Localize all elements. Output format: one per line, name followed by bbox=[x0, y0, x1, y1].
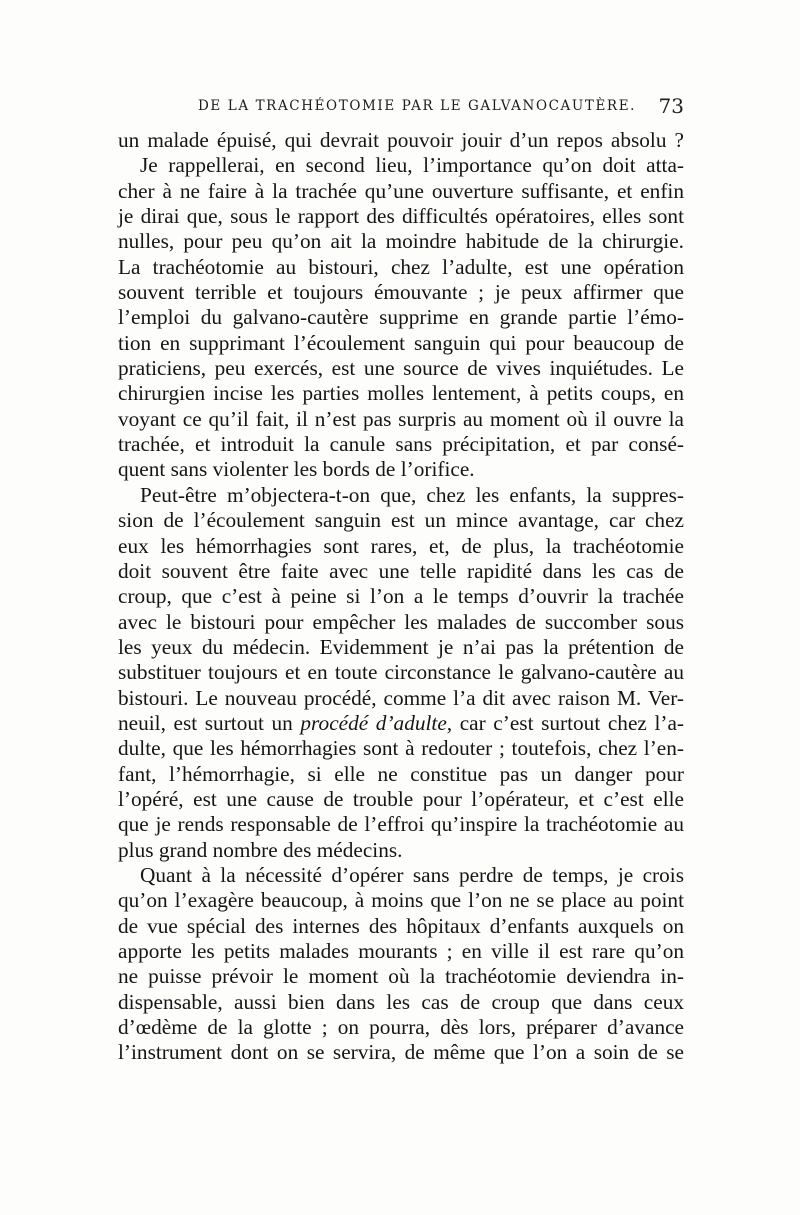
text-line: apporte les petits malades mourants ; en ville il est rare qu’on bbox=[118, 939, 684, 963]
paragraph-first-line: Je rappellerai, en second lieu, l’importance qu’on doit atta- bbox=[140, 153, 684, 178]
body-text bbox=[118, 128, 684, 1066]
text-line: de vue spécial des internes des hôpitaux d’enfants auxquels on bbox=[118, 913, 684, 938]
text-line: souvent terrible et toujours émouvante ; je peux affirmer que bbox=[118, 280, 684, 305]
text-line: voyant ce qu’il fait, il n’est pas surpris au moment où il ouvre la bbox=[118, 406, 684, 431]
text-line: d’œdème de la glotte ; on pourra, dès lors, préparer d’avance bbox=[118, 1015, 684, 1040]
italic-phrase: procédé d’adulte, bbox=[300, 710, 453, 735]
text-line-with-italic bbox=[118, 711, 684, 736]
text-line: trachée, et introduit la canule sans précipitation, et par consé- bbox=[118, 432, 684, 457]
text-line: croup, que c’est à peine si l’on a le temps d’ouvrir la trachée bbox=[118, 584, 684, 609]
text-line: dispensable, aussi bien dans les cas de croup que dans ceux bbox=[118, 989, 684, 1014]
text-line: l’emploi du galvano-cautère supprime en grande partie l’émo- bbox=[118, 305, 684, 330]
text-line: je dirai que, sous le rapport des difficultés opératoires, elles sont bbox=[118, 204, 684, 229]
paragraph-first-line: Quant à la nécessité d’opérer sans perdre de temps, je crois bbox=[140, 862, 684, 887]
running-title: DE LA TRACHÉOTOMIE PAR LE GALVANOCAUTÈRE. bbox=[198, 98, 637, 114]
text-line: l’opéré, est une cause de trouble pour l’opérateur, et c’est elle bbox=[118, 786, 684, 811]
line-text-before: neuil, est surtout un bbox=[118, 710, 301, 735]
text-line: que je rends responsable de l’effroi qu’inspire la trachéotomie au bbox=[118, 812, 684, 837]
paragraph-last-line: plus grand nombre des médecins. bbox=[118, 837, 403, 862]
text-line: ne puisse prévoir le moment où la trachéotomie deviendra in- bbox=[118, 964, 684, 989]
text-line: La trachéotomie au bistouri, chez l’adulte, est une opération bbox=[118, 254, 684, 279]
text-line: qu’on l’exagère beaucoup, à moins que l’on ne se place au point bbox=[118, 888, 684, 913]
text-line: chirurgien incise les parties molles lentement, à petits coups, en bbox=[118, 381, 684, 406]
text-line: substituer toujours et en toute circonstance le galvano-cautère au bbox=[118, 660, 684, 685]
text-line: sion de l’écoulement sanguin est un mince avantage, car chez bbox=[118, 508, 684, 533]
text-line: nulles, pour peu qu’on ait la moindre habitude de la chirurgie. bbox=[118, 229, 684, 254]
text-line: l’instrument dont on se servira, de même que l’on a soin de se bbox=[118, 1040, 684, 1065]
text-line: dulte, que les hémorrhagies sont à redouter ; toutefois, chez l’en- bbox=[118, 736, 684, 761]
text-line: fant, l’hémorrhagie, si elle ne constitue pas un danger pour bbox=[118, 761, 684, 786]
text-line: avec le bistouri pour empêcher les malades de succomber sous bbox=[118, 609, 684, 634]
text-line: un malade épuisé, qui devrait pouvoir jouir d’un repos absolu ? bbox=[118, 128, 684, 152]
text-line: eux les hémorrhagies sont rares, et, de plus, la trachéotomie bbox=[118, 533, 684, 558]
text-line: les yeux du médecin. Evidemment je n’ai pas la prétention de bbox=[118, 634, 684, 659]
paragraph-last-line: quent sans violenter les bords de l’orifice. bbox=[118, 457, 475, 482]
running-head bbox=[118, 94, 684, 118]
text-line: cher à ne faire à la trachée qu’une ouverture suffisante, et enfin bbox=[118, 178, 684, 203]
page-number: 73 bbox=[658, 94, 684, 118]
line-text-after: car c’est surtout chez l’a- bbox=[452, 710, 685, 735]
text-line: bistouri. Le nouveau procédé, comme l’a dit avec raison M. Ver- bbox=[118, 685, 684, 710]
text-line: doit souvent être faite avec une telle rapidité dans les cas de bbox=[118, 558, 684, 583]
text-line: tion en supprimant l’écoulement sanguin qui pour beaucoup de bbox=[118, 330, 684, 355]
paragraph-first-line: Peut-être m’objectera-t-on que, chez les enfants, la suppres- bbox=[140, 482, 684, 507]
text-line: praticiens, peu exercés, est une source de vives inquiétudes. Le bbox=[118, 356, 684, 381]
